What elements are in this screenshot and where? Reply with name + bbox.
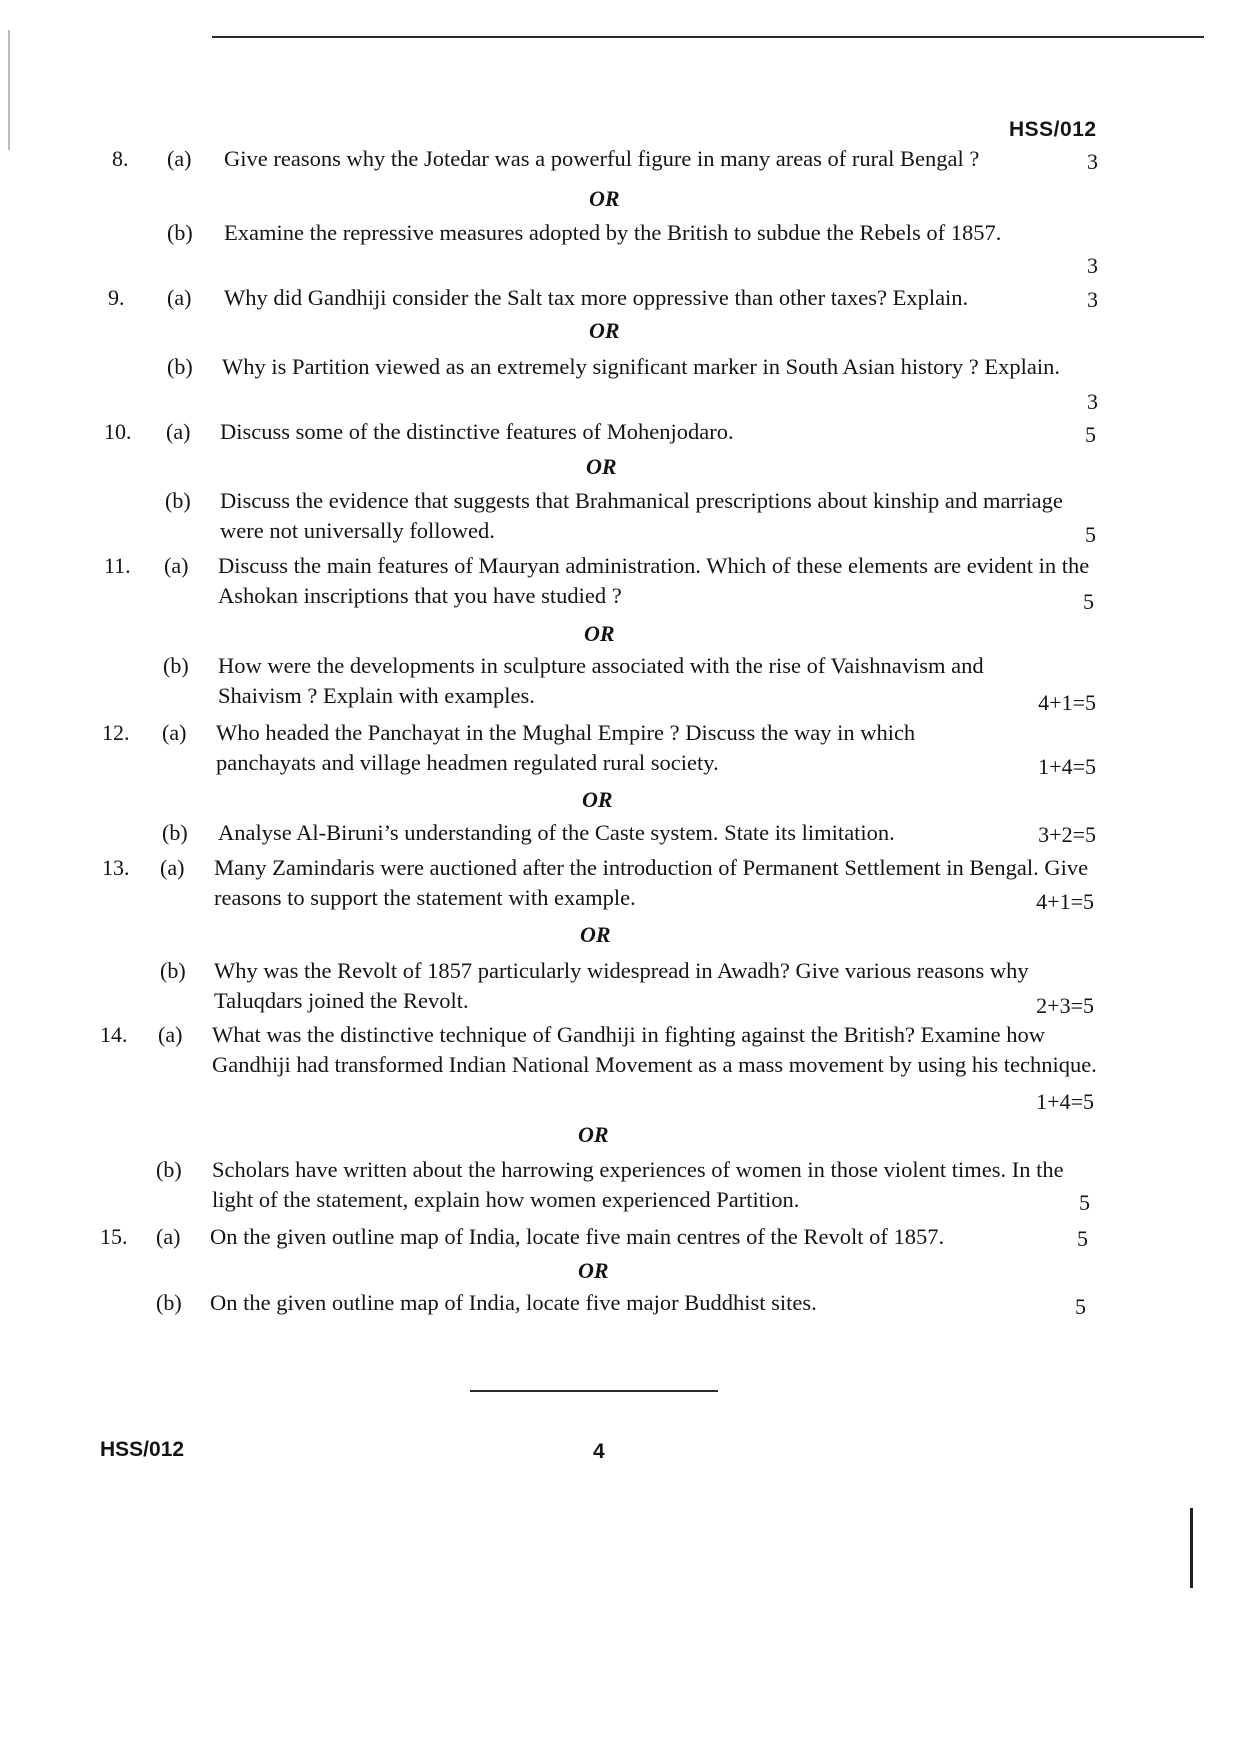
part-label: (a): [166, 419, 191, 444]
marks: 1+4=5: [1036, 1089, 1094, 1114]
part-label: (a): [160, 855, 185, 880]
part-label: (a): [167, 285, 192, 310]
part-label: (b): [160, 958, 186, 983]
part-label: (a): [162, 720, 187, 745]
question-text: Who headed the Panchayat in the Mughal Empire ? Discuss the way in which panchayats and village headmen regulated rural society.: [216, 720, 916, 775]
question-number: 15.: [100, 1224, 128, 1249]
marks: 5: [1083, 589, 1094, 614]
question-text: Examine the repressive measures adopted by the British to subdue the Rebels of 1857.: [224, 220, 1002, 245]
question-text: Why was the Revolt of 1857 particularly widespread in Awadh? Give various reasons why Taluqdars joined the Revolt.: [214, 958, 1029, 1013]
question-text: Scholars have written about the harrowing experiences of women in those violent times. In the light of the statement, explain how women experienced Partition.: [212, 1157, 1064, 1212]
question-number: 13.: [102, 855, 130, 880]
or-divider: OR: [584, 621, 615, 646]
or-divider: OR: [578, 1122, 609, 1147]
marks: 3+2=5: [1038, 822, 1096, 847]
question-number: 12.: [102, 720, 130, 745]
marks: 4+1=5: [1038, 690, 1096, 715]
question-text: Many Zamindaris were auctioned after the introduction of Permanent Settlement in Bengal. Give reasons to support the statement with example.: [214, 855, 1089, 910]
question-number: 14.: [100, 1022, 128, 1047]
question-text: On the given outline map of India, locate five major Buddhist sites.: [210, 1290, 817, 1315]
question-text: Analyse Al-Biruni’s understanding of the Caste system. State its limitation.: [218, 820, 895, 845]
or-divider: OR: [589, 318, 620, 343]
question-text: Why did Gandhiji consider the Salt tax more oppressive than other taxes? Explain.: [224, 285, 969, 310]
question-number: 11.: [104, 553, 131, 578]
question-text: Why is Partition viewed as an extremely significant marker in South Asian history ? Explain.: [222, 354, 1060, 379]
or-divider: OR: [586, 454, 617, 479]
marks: 3: [1087, 253, 1098, 278]
paper-code-footer: HSS/012: [100, 1438, 185, 1461]
question-number: 8.: [112, 146, 129, 171]
marks: 3: [1087, 389, 1098, 414]
page-number: 4: [593, 1440, 605, 1463]
part-label: (b): [167, 354, 193, 379]
marks: 1+4=5: [1038, 754, 1096, 779]
question-text: Discuss some of the distinctive features of Mohenjodaro.: [220, 419, 734, 444]
question-text: Discuss the evidence that suggests that Brahmanical prescriptions about kinship and marriage were not universally followed.: [220, 488, 1063, 543]
part-label: (b): [163, 653, 189, 678]
or-divider: OR: [582, 787, 613, 812]
part-label: (b): [156, 1157, 182, 1182]
marks: 5: [1085, 522, 1096, 547]
part-label: (a): [167, 146, 192, 171]
part-label: (b): [156, 1290, 182, 1315]
marks: 5: [1075, 1294, 1086, 1319]
or-divider: OR: [580, 922, 611, 947]
question-number: 9.: [108, 285, 125, 310]
question-text: Give reasons why the Jotedar was a powerful figure in many areas of rural Bengal ?: [224, 146, 980, 171]
paper-code-header: HSS/012: [1009, 118, 1097, 141]
marks: 5: [1079, 1190, 1090, 1215]
marks: 4+1=5: [1036, 889, 1094, 914]
question-text: Discuss the main features of Mauryan administration. Which of these elements are evident in the Ashokan inscriptions that you have studied ?: [218, 553, 1090, 608]
top-rule: [212, 36, 1204, 38]
marks: 3: [1087, 287, 1098, 312]
part-label: (a): [158, 1022, 183, 1047]
question-number: 10.: [104, 419, 132, 444]
scan-edge-mark: [1190, 1508, 1193, 1588]
part-label: (b): [167, 220, 193, 245]
marks: 3: [1087, 149, 1098, 174]
end-rule: [470, 1390, 718, 1392]
scan-edge-mark: [8, 30, 10, 150]
or-divider: OR: [589, 186, 620, 211]
marks: 2+3=5: [1036, 993, 1094, 1018]
question-text: How were the developments in sculpture associated with the rise of Vaishnavism and Shaivism ? Explain with examples.: [218, 653, 984, 708]
part-label: (b): [165, 488, 191, 513]
part-label: (a): [164, 553, 189, 578]
part-label: (a): [156, 1224, 181, 1249]
marks: 5: [1085, 422, 1096, 447]
or-divider: OR: [578, 1258, 609, 1283]
question-text: On the given outline map of India, locate five main centres of the Revolt of 1857.: [210, 1224, 945, 1249]
marks: 5: [1077, 1226, 1088, 1251]
part-label: (b): [162, 820, 188, 845]
question-text: What was the distinctive technique of Gandhiji in fighting against the British? Examine how Gandhiji had transformed Indian National Movement as a mass movement by using his technique.: [212, 1022, 1097, 1077]
